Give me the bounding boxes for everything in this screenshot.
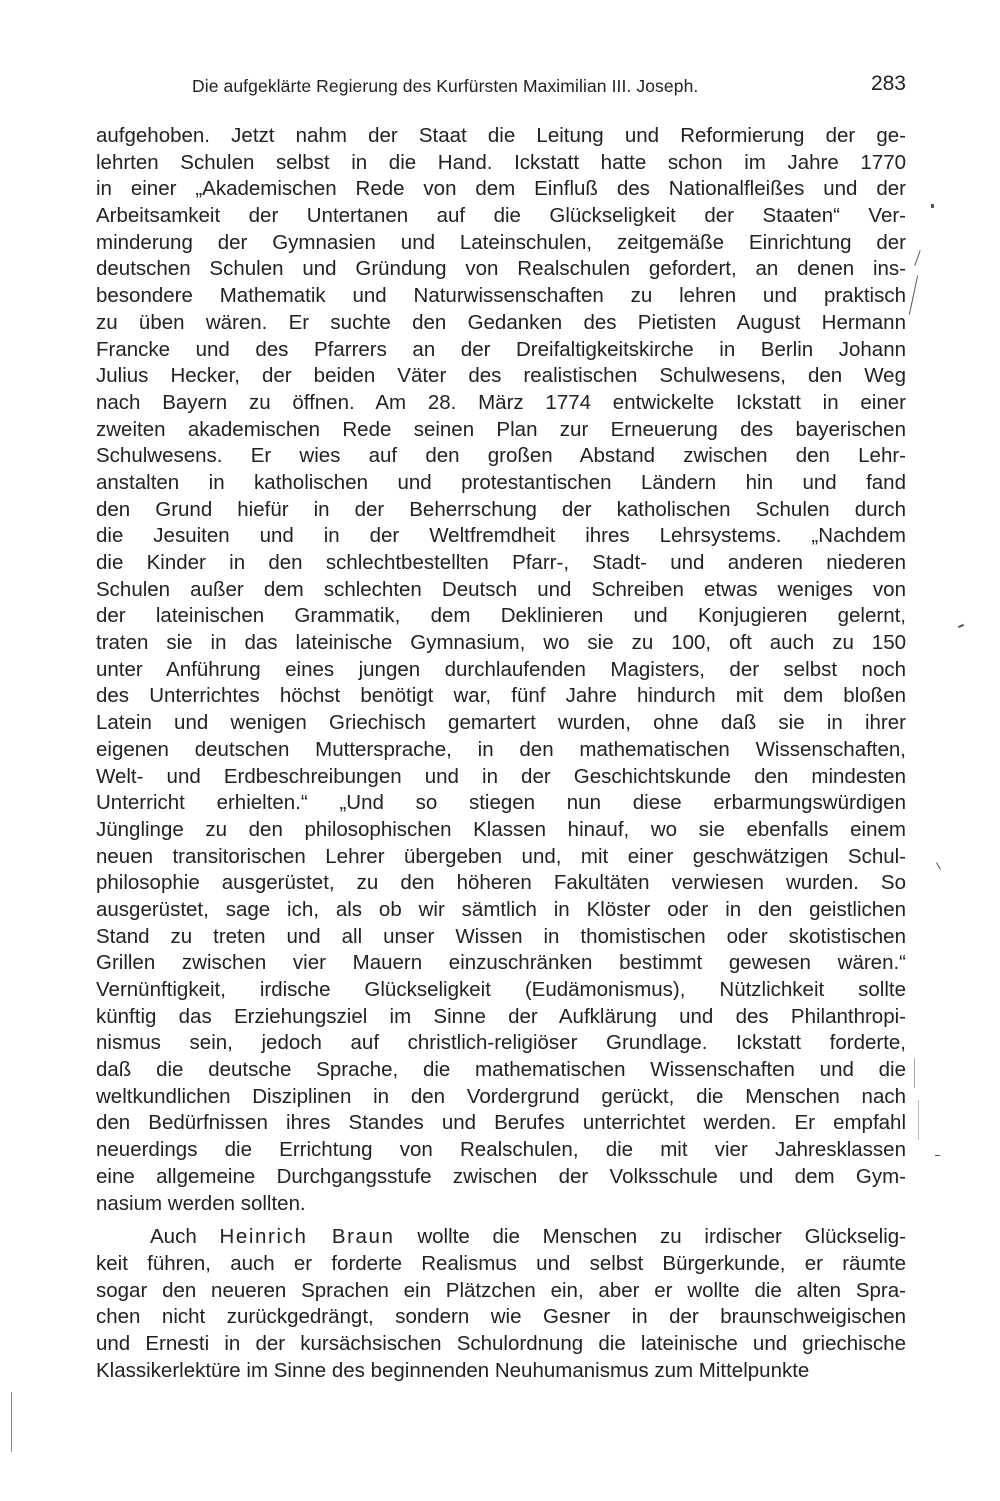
text-line: Julius Hecker, der beiden Väter des realistischen Schulwesens, den Weg (96, 364, 906, 388)
text-line: deutschen Schulen und Gründung von Realschulen gefordert, an denen ins- (96, 257, 906, 281)
text-line: Vernünftigkeit, irdische Glückseligkeit (Eudämonismus), Nützlichkeit sollte (96, 978, 906, 1001)
text-line: Klassikerlektüre im Sinne des beginnenden Neuhumanismus zum Mittelpunkte (96, 1358, 810, 1382)
text-line: neuerdings die Errichtung von Realschulen, die mit vier Jahresklassen (96, 1138, 906, 1162)
text-line: Latein und wenigen Griechisch gemartert wurden, ohne daß sie in ihrer (96, 711, 906, 735)
text-line: unter Anführung eines jungen durchlaufenden Magisters, der selbst noch (96, 657, 906, 681)
text-line: zweiten akademischen Rede seinen Plan zur Erneuerung des bayerischen (96, 417, 906, 441)
text-line: und Ernesti in der kursächsischen Schulordnung die lateinische und griechische (96, 1331, 906, 1355)
text-fragment: wollte die Menschen zu irdischer Glückselig- (394, 1225, 906, 1249)
paragraph-gap (96, 1217, 906, 1224)
margin-mark (958, 624, 964, 628)
text-line: besondere Mathematik und Naturwissenschaften zu lehren und praktisch (96, 284, 906, 308)
text-line: Francke und des Pfarrers an der Dreifaltigkeitskirche in Berlin Johann (96, 337, 906, 361)
text-line: zu üben wären. Er suchte den Gedanken des Pietisten August Hermann (96, 310, 906, 334)
margin-mark (918, 1100, 919, 1140)
text-line: anstalten in katholischen und protestantischen Ländern hin und fand (96, 470, 906, 494)
text-line: nasium werden sollten. (96, 1191, 306, 1215)
text-line: ausgerüstet, sage ich, als ob wir sämtlich in Klöster oder in den geistlichen (96, 897, 906, 921)
text-line: weltkundlichen Disziplinen in den Vordergrund gerückt, die Menschen nach (96, 1084, 906, 1108)
text-line: chen nicht zurückgedrängt, sondern wie Gesner in der braunschweigischen (96, 1305, 906, 1329)
text-line: in einer „Akademischen Rede von dem Einfluß des Nationalfleißes und der (96, 177, 906, 201)
text-line: Stand zu treten und all unser Wissen in thomistischen oder skotistischen (96, 924, 906, 948)
page-number: 283 (870, 72, 906, 95)
text-line: Arbeitsamkeit der Untertanen auf die Glückseligkeit der Staaten“ Ver- (96, 204, 906, 228)
text-line: den Grund hiefür in der Beherrschung der katholischen Schulen durch (96, 497, 906, 521)
text-line: minderung der Gymnasien und Lateinschulen, zeitgemäße Einrichtung der (96, 230, 906, 254)
running-head (96, 72, 906, 106)
text-line (96, 1224, 906, 1251)
text-line: Unterricht erhielten.“ „Und so stiegen nun diese erbarmungswürdigen (96, 791, 906, 815)
text-line: nach Bayern zu öffnen. Am 28. März 1774 entwickelte Ickstatt in einer (96, 390, 906, 414)
running-title: Die aufgeklärte Regierung des Kurfürsten Maximilian III. Joseph. (192, 76, 699, 96)
text-line: aufgehoben. Jetzt nahm der Staat die Leitung und Reformierung der ge- (96, 124, 906, 147)
text-line: eigenen deutschen Muttersprache, in den mathematischen Wissenschaften, (96, 737, 906, 761)
text-line: neuen transitorischen Lehrer übergeben und, mit einer geschwätzigen Schul- (96, 844, 906, 868)
text-line: der lateinischen Grammatik, dem Deklinieren und Konjugieren gelernt, (96, 604, 906, 628)
text-line: künftig das Erziehungsziel im Sinne der Aufklärung und des Philanthropi- (96, 1004, 906, 1028)
text-line: Welt- und Erdbeschreibungen und in der Geschichtskunde den mindesten (96, 764, 906, 788)
text-line: Grillen zwischen vier Mauern einzuschränken bestimmt gewesen wären.“ (96, 951, 906, 975)
text-line: lehrten Schulen selbst in die Hand. Ickstatt hatte schon im Jahre 1770 (96, 150, 906, 174)
text-line: Schulwesens. Er wies auf den großen Abstand zwischen den Lehr- (96, 444, 906, 468)
text-line: sogar den neueren Sprachen ein Plätzchen ein, aber er wollte die alten Spra- (96, 1278, 906, 1302)
text-line: philosophie ausgerüstet, zu den höheren Fakultäten verwiesen wurden. So (96, 871, 906, 895)
margin-mark (931, 204, 934, 208)
margin-mark (935, 1155, 940, 1156)
text-line: Schulen außer dem schlechten Deutsch und Schreiben etwas weniges von (96, 577, 906, 601)
text-line: eine allgemeine Durchgangsstufe zwischen der Volksschule und dem Gym- (96, 1164, 906, 1188)
text-line: den Bedürfnissen ihres Standes und Berufes unterrichtet werden. Er empfahl (96, 1111, 906, 1135)
text-line: daß die deutsche Sprache, die mathematischen Wissenschaften und die (96, 1058, 906, 1082)
text-line: keit führen, auch er forderte Realismus und selbst Bürgerkunde, er räumte (96, 1251, 906, 1275)
margin-mark (914, 250, 920, 265)
text-line: traten sie in das lateinische Gymnasium, wo sie zu 100, oft auch zu 150 (96, 631, 906, 655)
text-line: die Kinder in den schlechtbestellten Pfarr-, Stadt- und anderen niederen (96, 551, 906, 574)
margin-mark (909, 275, 918, 314)
text-line: nismus sein, jedoch auf christlich-religiöser Grundlage. Ickstatt forderte, (96, 1031, 906, 1055)
text-line: Jünglinge zu den philosophischen Klassen hinauf, wo sie ebenfalls einem (96, 817, 906, 841)
margin-mark (914, 1058, 915, 1088)
text-line: des Unterrichtes höchst benötigt war, fünf Jahre hindurch mit dem bloßen (96, 684, 906, 708)
margin-mark (11, 1392, 12, 1452)
text-fragment: Auch (150, 1225, 220, 1249)
text-line: die Jesuiten und in der Weltfremdheit ihres Lehrsystems. „Nachdem (96, 524, 906, 548)
person-name: Heinrich Braun (219, 1225, 395, 1249)
paragraph-2 (96, 1224, 906, 1384)
body-text (96, 123, 906, 1384)
margin-mark (936, 862, 941, 869)
paragraph-1 (96, 123, 906, 1217)
